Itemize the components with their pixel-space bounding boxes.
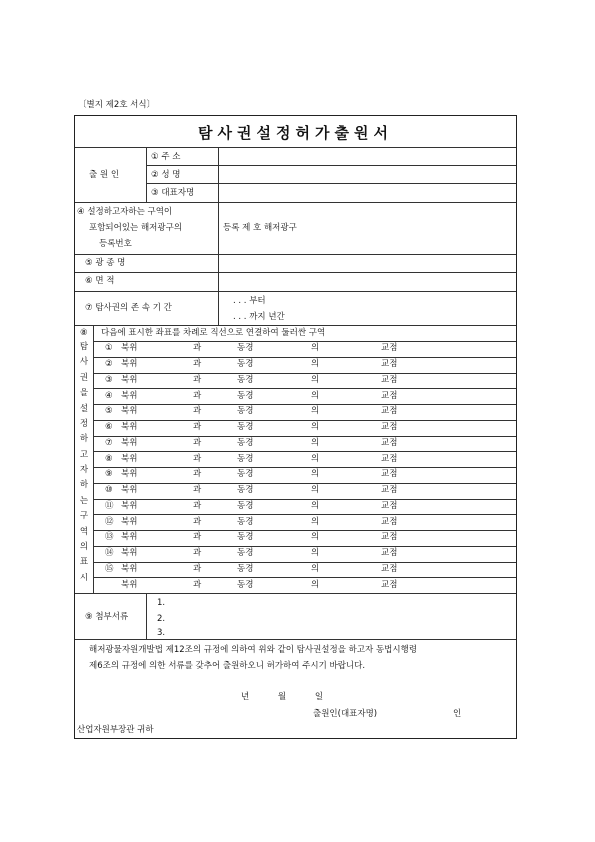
section4-label-line3: 등록번호	[99, 239, 132, 249]
divider	[93, 483, 516, 484]
registration-number-field[interactable]: 등록 제 호 해저광구	[223, 223, 297, 233]
divider	[218, 147, 219, 202]
coordinate-num: ⑭	[105, 548, 114, 559]
divider	[218, 291, 219, 325]
coordinate-num: ⑨	[105, 469, 113, 480]
attachments-label: ⑨ 첨부서류	[85, 612, 129, 622]
coordinate-pt: 교점	[381, 579, 398, 590]
coordinate-pt: 교점	[381, 374, 398, 385]
coordinate-and: 과	[193, 469, 202, 480]
form-title: 탐사권설정허가출원서	[198, 124, 393, 142]
coordinate-and: 과	[193, 485, 202, 496]
coordinate-pt: 교점	[381, 422, 398, 433]
coordinate-lon: 동경	[237, 532, 254, 543]
coordinate-num: ④	[105, 390, 113, 401]
coordinate-lon: 동경	[237, 516, 254, 527]
duration-from-field[interactable]: . . . 부터	[233, 296, 266, 306]
vertical-label-char: 표	[79, 557, 89, 568]
divider	[93, 451, 516, 452]
divider	[93, 467, 516, 468]
divider	[146, 165, 516, 166]
coordinate-num: ⑮	[105, 563, 114, 574]
coordinate-and: 과	[193, 579, 202, 590]
coordinate-of: 의	[311, 516, 320, 527]
divider	[218, 202, 219, 254]
coordinate-and: 과	[193, 422, 202, 433]
coordinate-of: 의	[311, 563, 320, 574]
applicant-label: 출 원 인	[89, 170, 120, 180]
coordinate-lat: 북위	[121, 532, 138, 543]
coordinate-lon: 동경	[237, 548, 254, 559]
coordinate-of: 의	[311, 548, 320, 559]
coordinate-pt: 교점	[381, 453, 398, 464]
coordinate-and: 과	[193, 500, 202, 511]
coordinate-pt: 교점	[381, 500, 398, 511]
coordinate-lat: 북위	[121, 548, 138, 559]
coordinate-lon: 동경	[237, 437, 254, 448]
vertical-label-char: 을	[79, 388, 89, 399]
vertical-label-char: 역	[79, 526, 89, 537]
divider	[75, 291, 516, 292]
divider	[93, 499, 516, 500]
attachment-item-2[interactable]: 2.	[157, 614, 166, 624]
coordinate-lon: 동경	[237, 390, 254, 401]
coordinate-of: 의	[311, 469, 320, 480]
divider	[93, 341, 516, 342]
coordinate-lat: 북위	[121, 343, 138, 354]
divider	[93, 357, 516, 358]
divider	[93, 577, 516, 578]
divider	[93, 530, 516, 531]
coordinate-pt: 교점	[381, 390, 398, 401]
coordinate-and: 과	[193, 516, 202, 527]
coordinate-lat: 북위	[121, 500, 138, 511]
divider	[93, 420, 516, 421]
mineral-type-label: ⑤ 광 종 명	[85, 258, 126, 268]
divider	[146, 183, 516, 184]
coordinate-and: 과	[193, 374, 202, 385]
coordinate-num: ⑪	[105, 500, 114, 511]
seal-mark: 인	[453, 709, 462, 719]
coordinate-of: 의	[311, 374, 320, 385]
vertical-label-char: 탐	[79, 342, 89, 352]
coordinate-and: 과	[193, 532, 202, 543]
coordinate-of: 의	[311, 406, 320, 417]
coordinate-num: ⑫	[105, 516, 114, 527]
coordinate-lon: 동경	[237, 453, 254, 464]
section4-label-line2: 포함되어있는 해저광구의	[89, 223, 183, 233]
coordinate-num: ⑧	[105, 453, 113, 464]
declaration-line1: 해저광물자원개발법 제12조의 규정에 의하여 위와 같이 탐사권설정을 하고자 동법시행령	[89, 645, 418, 655]
divider	[75, 593, 516, 594]
coordinate-lon: 동경	[237, 469, 254, 480]
coordinate-lat: 북위	[121, 359, 138, 370]
divider	[75, 639, 516, 640]
section8-number: ⑧	[80, 328, 88, 338]
coordinate-of: 의	[311, 343, 320, 354]
vertical-label-char: 자	[79, 465, 89, 475]
coordinate-lon: 동경	[237, 374, 254, 385]
coordinate-and: 과	[193, 563, 202, 574]
signature-label: 출원인(대표자명)	[313, 709, 378, 719]
coordinate-pt: 교점	[381, 548, 398, 559]
coordinate-and: 과	[193, 453, 202, 464]
divider	[93, 436, 516, 437]
section8-instruction: 다음에 표시한 좌표를 차례로 직선으로 연결하여 둘러싼 구역	[101, 328, 326, 338]
divider	[93, 373, 516, 374]
addressee: 산업자원부장관 귀하	[77, 725, 154, 735]
form-number-label: 〔별지 제2호 서식〕	[78, 100, 156, 110]
coordinate-lat: 북위	[121, 563, 138, 574]
vertical-label-char: 하	[79, 480, 89, 491]
coordinate-lat: 북위	[121, 390, 138, 401]
vertical-label-char: 고	[79, 449, 89, 460]
divider	[93, 404, 516, 405]
coordinate-of: 의	[311, 485, 320, 496]
divider	[93, 388, 516, 389]
coordinate-num: ⑩	[105, 485, 113, 496]
coordinate-lat: 북위	[121, 579, 138, 590]
coordinate-num: ⑦	[105, 437, 113, 448]
divider	[93, 546, 516, 547]
divider	[75, 272, 516, 273]
coordinate-of: 의	[311, 422, 320, 433]
section4-label-line1: ④ 설정하고자하는 구역이	[77, 207, 173, 217]
coordinate-of: 의	[311, 359, 320, 370]
coordinate-lat: 북위	[121, 374, 138, 385]
coordinate-of: 의	[311, 437, 320, 448]
divider	[146, 147, 147, 202]
divider	[75, 202, 516, 203]
coordinate-lon: 동경	[237, 359, 254, 370]
divider	[93, 325, 94, 593]
coordinate-and: 과	[193, 548, 202, 559]
coordinate-num: ③	[105, 374, 113, 385]
coordinate-pt: 교점	[381, 359, 398, 370]
coordinate-num: ②	[105, 359, 113, 370]
coordinate-pt: 교점	[381, 532, 398, 543]
coordinate-of: 의	[311, 579, 320, 590]
coordinate-pt: 교점	[381, 516, 398, 527]
coordinate-lon: 동경	[237, 563, 254, 574]
vertical-label-char: 하	[79, 434, 89, 445]
vertical-label-char: 의	[79, 541, 89, 552]
coordinate-of: 의	[311, 532, 320, 543]
coordinate-num: ⑬	[105, 532, 114, 543]
address-label: ① 주 소	[151, 152, 181, 162]
coordinate-and: 과	[193, 359, 202, 370]
divider	[75, 254, 516, 255]
attachment-item-1[interactable]: 1.	[157, 598, 166, 608]
duration-until-field[interactable]: . . . 까지 년간	[233, 312, 285, 322]
date-line[interactable]: 년 월 일	[241, 692, 324, 702]
divider	[75, 325, 516, 326]
coordinate-of: 의	[311, 390, 320, 401]
area-label: ⑥ 면 적	[85, 276, 115, 286]
coordinate-lat: 북위	[121, 485, 138, 496]
attachment-item-3[interactable]: 3.	[157, 628, 166, 638]
duration-label: ⑦ 탐사권의 존 속 기 간	[85, 303, 172, 313]
representative-label: ③ 대표자명	[151, 188, 195, 198]
coordinate-of: 의	[311, 500, 320, 511]
vertical-label-char: 사	[79, 357, 89, 368]
coordinate-lon: 동경	[237, 500, 254, 511]
coordinate-lat: 북위	[121, 422, 138, 433]
coordinate-and: 과	[193, 406, 202, 417]
coordinate-pt: 교점	[381, 406, 398, 417]
coordinate-of: 의	[311, 453, 320, 464]
coordinate-lat: 북위	[121, 453, 138, 464]
coordinate-pt: 교점	[381, 437, 398, 448]
declaration-line2: 제6조의 규정에 의한 서류를 갖추어 출원하오니 허가하여 주시기 바랍니다.	[89, 661, 366, 671]
coordinate-num: ⑥	[105, 422, 113, 433]
coordinate-pt: 교점	[381, 563, 398, 574]
coordinate-lat: 북위	[121, 437, 138, 448]
name-label: ② 성 명	[151, 170, 181, 180]
vertical-label-char: 시	[79, 572, 89, 583]
coordinate-lon: 동경	[237, 485, 254, 496]
coordinate-num: ⑤	[105, 406, 113, 417]
coordinate-pt: 교점	[381, 343, 398, 354]
coordinate-lon: 동경	[237, 422, 254, 433]
coordinate-and: 과	[193, 437, 202, 448]
coordinate-lon: 동경	[237, 343, 254, 354]
vertical-label-char: 정	[79, 418, 89, 429]
vertical-label-char: 설	[79, 403, 89, 414]
coordinate-lat: 북위	[121, 516, 138, 527]
coordinate-lon: 동경	[237, 406, 254, 417]
divider	[93, 514, 516, 515]
coordinate-lon: 동경	[237, 579, 254, 590]
coordinate-num: ①	[105, 343, 113, 354]
coordinate-and: 과	[193, 390, 202, 401]
coordinate-pt: 교점	[381, 469, 398, 480]
divider	[75, 147, 516, 148]
coordinate-pt: 교점	[381, 485, 398, 496]
application-form	[74, 115, 517, 739]
coordinate-lat: 북위	[121, 406, 138, 417]
divider	[146, 593, 147, 639]
vertical-label-char: 권	[79, 372, 89, 383]
vertical-label-char: 는	[79, 495, 89, 506]
vertical-label-char: 구	[79, 511, 89, 522]
coordinate-and: 과	[193, 343, 202, 354]
coordinate-lat: 북위	[121, 469, 138, 480]
divider	[93, 562, 516, 563]
